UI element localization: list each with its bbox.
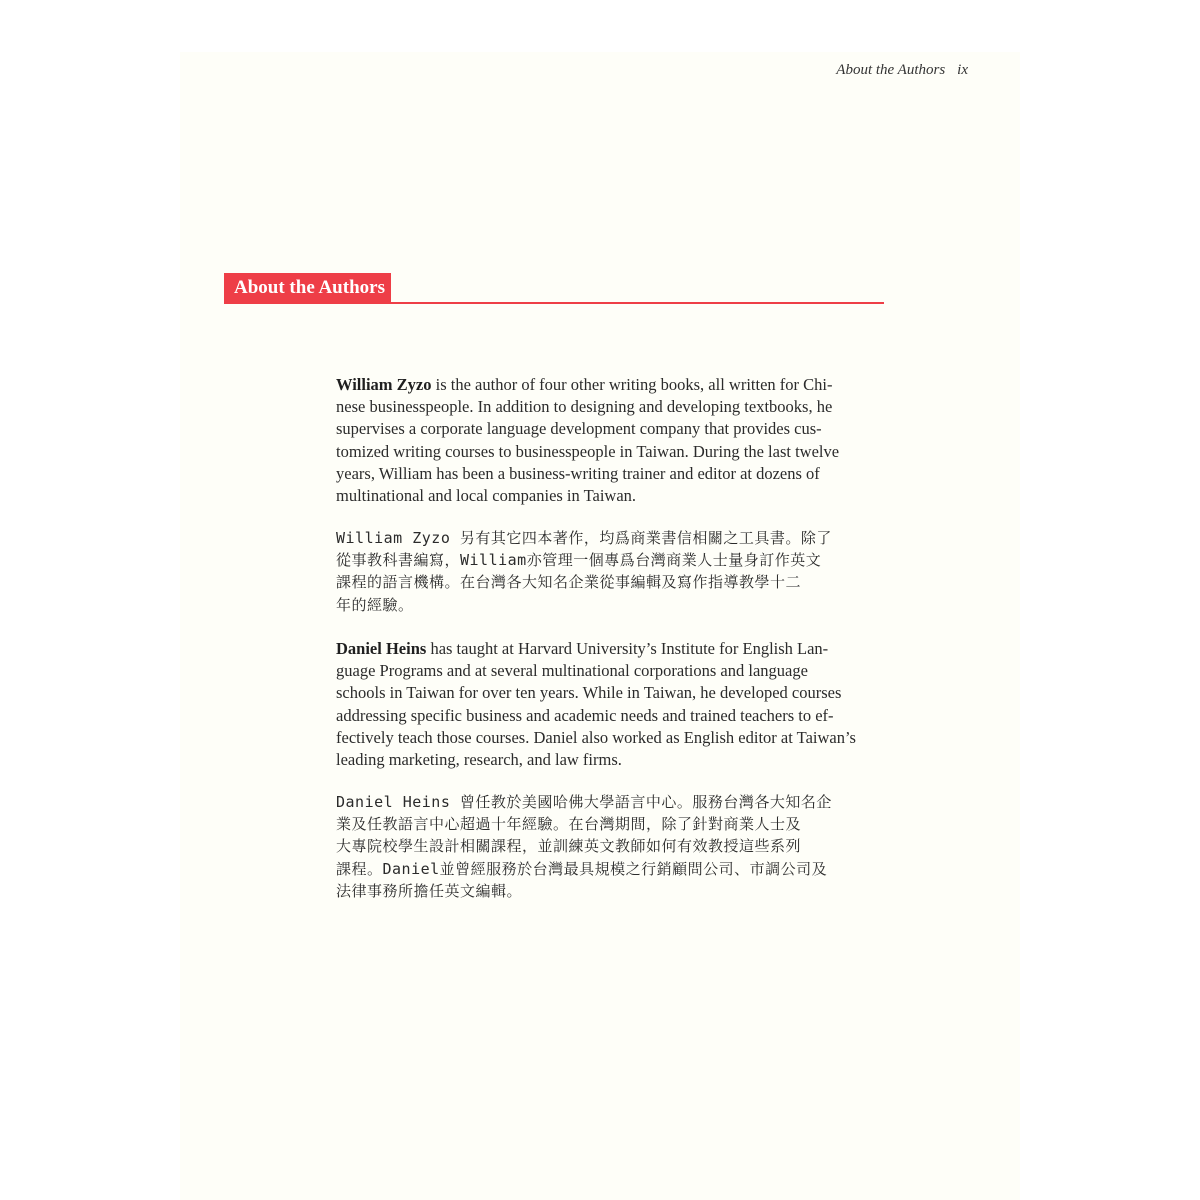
section-title: About the Authors [224,273,391,304]
author-name: William Zyzo [336,375,432,394]
bio-zh-line: 業及任教語言中心超過十年經驗。在台灣期間，除了針對商業人士及 [336,815,802,834]
bio-line-text: is the author of four other writing books, all written for Chi- [431,375,833,394]
author-name: Daniel Heins [336,639,427,658]
bio-zh-line: William Zyzo 另有其它四本著作，均爲商業書信相關之工具書。除了 [336,529,832,547]
bio-zh-line: 大專院校學生設計相關課程，並訓練英文教師如何有效教授這些系列 [336,837,802,856]
bio-line: nese businesspeople. In addition to designing and developing textbooks, he [336,397,833,417]
section-rule [224,302,884,304]
bio-line: fectively teach those courses. Daniel also worked as English editor at Taiwan’s [336,727,856,747]
bio-zh-line: 課程的語言機構。在台灣各大知名企業從事編輯及寫作指導教學十二 [336,573,802,592]
author-bio-english-daniel [336,638,886,771]
section-heading [224,273,884,304]
bio-line: guage Programs and at several multinational corporations and language [336,661,808,681]
running-header-section: About the Authors [836,62,946,78]
bio-line [336,638,886,660]
book-page [180,52,1020,1200]
author-bio-english-william [336,374,886,507]
bio-line: leading marketing, research, and law firms. [336,750,622,770]
bio-zh-line: 課程。Daniel並曾經服務於台灣最具規模之行銷顧問公司、市調公司及 [336,859,828,878]
bio-line: tomized writing courses to businesspeople in Taiwan. During the last twelve [336,441,840,461]
page-number: ix [957,62,968,78]
bio-zh-line: 法律事務所擔任英文編輯。 [336,881,523,900]
bio-zh-line: 年的經驗。 [336,595,414,614]
bio-line: addressing specific business and academic needs and trained teachers to ef- [336,705,834,725]
running-header [780,62,968,79]
bio-line: multinational and local companies in Taiwan. [336,486,637,506]
author-bio-chinese-william [336,527,888,616]
bio-line: supervises a corporate language development company that provides cus- [336,419,822,439]
bio-line-text: has taught at Harvard University’s Institute for English Lan- [426,639,829,658]
bio-line [336,374,886,396]
bio-zh-line: Daniel Heins 曾任教於美國哈佛大學語言中心。服務台灣各大知名企 [336,793,832,811]
bio-line: schools in Taiwan for over ten years. While in Taiwan, he developed courses [336,683,842,703]
bio-line: years, William has been a business-writing trainer and editor at dozens of [336,463,820,483]
author-bio-chinese-daniel [336,791,888,902]
bio-zh-line: 從事教科書編寫，William亦管理一個專爲台灣商業人士量身訂作英文 [336,551,822,570]
